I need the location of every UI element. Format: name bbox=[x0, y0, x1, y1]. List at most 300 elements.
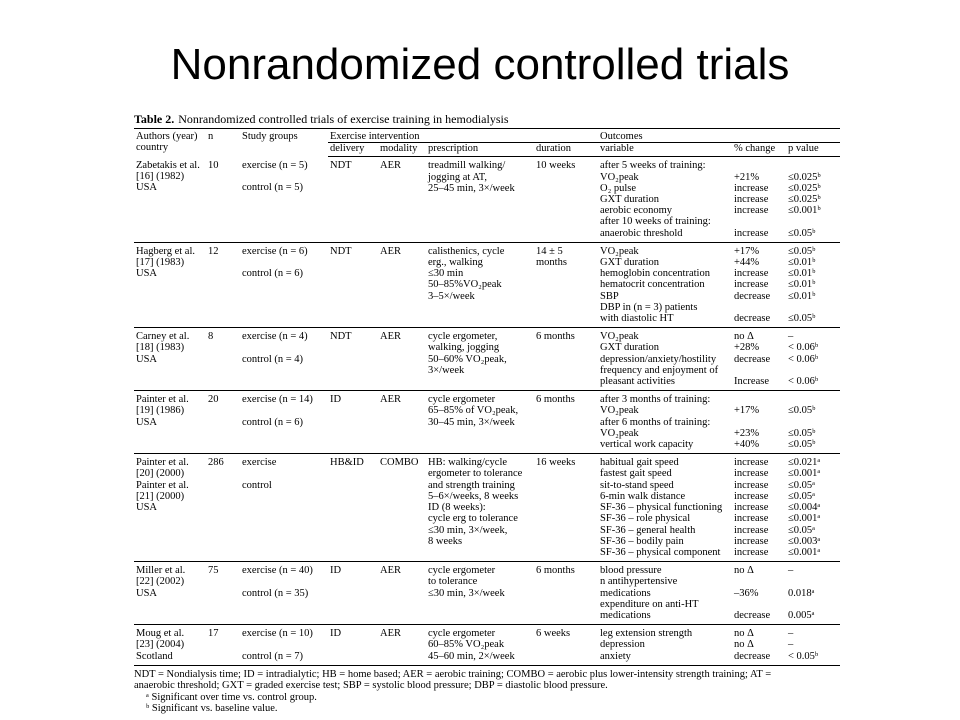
changes-cell bbox=[732, 242, 786, 327]
prescription-line: 60–85% VO₂peak bbox=[428, 639, 505, 651]
variable-line: frequency and enjoyment of bbox=[600, 364, 719, 376]
table-figure bbox=[134, 110, 840, 715]
author-cell bbox=[134, 242, 206, 327]
change-line bbox=[734, 216, 784, 227]
change-line: increase bbox=[734, 194, 769, 206]
variables-cell bbox=[598, 328, 732, 391]
header-study-groups: Study groups bbox=[242, 131, 298, 142]
header-country: country bbox=[136, 142, 169, 154]
variable-line: after 6 months of training: bbox=[600, 416, 711, 428]
variable-line: SF-36 – bodily pain bbox=[600, 535, 684, 547]
pvalue-line: ≤0.05ᵃ bbox=[788, 524, 816, 536]
modality-cell: COMBO bbox=[380, 457, 419, 469]
variable-line: hemoglobin concentration bbox=[600, 268, 710, 280]
duration-cell bbox=[534, 562, 598, 625]
author-line: [19] (1986) bbox=[136, 405, 185, 417]
header-authors: Authors (year) bbox=[136, 131, 198, 142]
prescription-cell bbox=[426, 328, 534, 391]
variable-line: anxiety bbox=[600, 650, 631, 662]
study-block bbox=[134, 562, 840, 625]
change-line: increase bbox=[734, 279, 769, 291]
change-line: Increase bbox=[734, 376, 769, 388]
table-header bbox=[134, 129, 840, 157]
n-cell: 10 bbox=[208, 159, 219, 171]
change-line bbox=[734, 599, 784, 610]
slide-title: Nonrandomized controlled trials bbox=[170, 40, 790, 89]
change-line: no Δ bbox=[734, 331, 754, 343]
author-line: [16] (1982) bbox=[136, 171, 185, 183]
change-line bbox=[734, 160, 784, 171]
author-line: [22] (2002) bbox=[136, 576, 185, 588]
pvalue-line bbox=[788, 216, 838, 227]
change-line: increase bbox=[734, 535, 769, 547]
author-cell bbox=[134, 562, 206, 625]
change-line: increase bbox=[734, 227, 769, 239]
table-row bbox=[134, 242, 840, 327]
n-cell: 286 bbox=[208, 457, 224, 469]
change-line: –36% bbox=[734, 587, 759, 599]
pvalue-line: ≤0.001ᵃ bbox=[788, 468, 821, 480]
variables-cell bbox=[598, 157, 732, 242]
pvalue-line: ≤0.05ᵇ bbox=[788, 227, 816, 239]
n-cell: 12 bbox=[208, 245, 219, 257]
pvalue-line: ≤0.05ᵃ bbox=[788, 479, 816, 491]
groups-cell bbox=[240, 454, 328, 562]
duration-line: 6 months bbox=[536, 331, 575, 343]
change-line: increase bbox=[734, 468, 769, 480]
variable-line: n antihypertensive bbox=[600, 576, 678, 588]
pvalue-line: ≤0.001ᵃ bbox=[788, 546, 821, 558]
change-line: increase bbox=[734, 268, 769, 280]
groups-cell bbox=[240, 242, 328, 327]
change-line: increase bbox=[734, 457, 769, 469]
delivery-cell: ID bbox=[330, 394, 342, 406]
header-variable: variable bbox=[598, 143, 732, 157]
group-line bbox=[242, 171, 326, 182]
n-cell: 17 bbox=[208, 628, 219, 640]
variable-line: SBP bbox=[600, 290, 619, 302]
prescription-line: 3–5×/week bbox=[428, 290, 475, 302]
author-line: USA bbox=[136, 502, 158, 514]
author-cell bbox=[134, 454, 206, 562]
change-line: +17% bbox=[734, 405, 760, 417]
change-line: increase bbox=[734, 513, 769, 525]
changes-cell bbox=[732, 625, 786, 666]
variable-line: VO₂peak bbox=[600, 331, 639, 343]
trials-table bbox=[134, 128, 840, 666]
pvalue-line bbox=[788, 576, 838, 587]
header-prescription: prescription bbox=[426, 143, 534, 157]
groups-cell bbox=[240, 157, 328, 242]
variables-cell bbox=[598, 625, 732, 666]
prescription-line: 5–6×/weeks, 8 weeks bbox=[428, 490, 519, 502]
group-line: control (n = 6) bbox=[242, 416, 304, 428]
table-footnotes bbox=[134, 669, 840, 715]
modality-cell: AER bbox=[380, 331, 401, 343]
group-line: control (n = 6) bbox=[242, 268, 304, 280]
change-line: increase bbox=[734, 479, 769, 491]
delivery-cell: ID bbox=[330, 628, 342, 640]
study-block bbox=[134, 328, 840, 391]
group-line: control bbox=[242, 479, 272, 491]
author-line: [23] (2004) bbox=[136, 639, 185, 651]
variable-line: after 10 weeks of training: bbox=[600, 216, 711, 228]
footnote-a: ᵃ Significant over time vs. control group. bbox=[146, 691, 317, 703]
pvalue-line: ≤0.05ᵇ bbox=[788, 427, 816, 439]
pvalue-line bbox=[788, 417, 838, 428]
variables-cell bbox=[598, 454, 732, 562]
variable-line: VO₂peak bbox=[600, 405, 639, 417]
variable-line: after 5 weeks of training: bbox=[600, 160, 706, 172]
pvalues-cell bbox=[786, 157, 840, 242]
table-caption bbox=[134, 110, 840, 128]
pvalue-line: < 0.06ᵇ bbox=[788, 353, 819, 365]
variable-line: SF-36 – physical component bbox=[600, 546, 721, 558]
delivery-cell: HB&ID bbox=[330, 457, 364, 469]
prescription-line: cycle ergometer, bbox=[428, 331, 498, 343]
group-line bbox=[242, 639, 326, 650]
change-line: no Δ bbox=[734, 565, 754, 577]
author-line: [17] (1983) bbox=[136, 257, 185, 269]
variable-line: medications bbox=[600, 609, 651, 621]
pvalue-line: ≤0.01ᵇ bbox=[788, 268, 816, 280]
modality-cell: AER bbox=[380, 160, 401, 172]
change-line: decrease bbox=[734, 650, 771, 662]
variable-line: SF-36 – role physical bbox=[600, 513, 691, 525]
variable-line: anaerobic threshold bbox=[600, 227, 683, 239]
footnote-abbreviations-1: NDT = Nondialysis time; ID = intradialytic; HB = home based; AER = aerobic training; COMBO = aerobic plus lower-intensity strength training; AT = bbox=[134, 668, 772, 680]
table-row bbox=[134, 391, 840, 454]
variable-line: 6-min walk distance bbox=[600, 490, 686, 502]
pvalue-line: ≤0.003ᵃ bbox=[788, 535, 821, 547]
author-line: Painter et al. bbox=[136, 479, 189, 491]
prescription-line: 65–85% of VO₂peak, bbox=[428, 405, 519, 417]
change-line: no Δ bbox=[734, 639, 754, 651]
table-caption-label: Table 2. bbox=[134, 112, 175, 126]
variables-cell bbox=[598, 242, 732, 327]
variable-line: aerobic economy bbox=[600, 205, 673, 217]
duration-cell bbox=[534, 157, 598, 242]
pvalues-cell bbox=[786, 454, 840, 562]
pvalue-line: ≤0.01ᵇ bbox=[788, 279, 816, 291]
study-block bbox=[134, 242, 840, 327]
pvalue-line: – bbox=[788, 639, 794, 651]
variable-line: leg extension strength bbox=[600, 628, 693, 640]
change-line: increase bbox=[734, 546, 769, 558]
duration-cell bbox=[534, 242, 598, 327]
author-cell bbox=[134, 328, 206, 391]
pvalue-line: ≤0.025ᵇ bbox=[788, 182, 821, 194]
change-line: decrease bbox=[734, 609, 771, 621]
n-cell: 8 bbox=[208, 331, 214, 343]
prescription-line: ≤30 min bbox=[428, 268, 464, 280]
change-line: decrease bbox=[734, 290, 771, 302]
pvalue-line: ≤0.01ᵇ bbox=[788, 257, 816, 269]
table-row bbox=[134, 454, 840, 562]
group-line: control (n = 35) bbox=[242, 587, 309, 599]
change-line: decrease bbox=[734, 313, 771, 325]
prescription-line: walking, jogging bbox=[428, 342, 500, 354]
author-line: USA bbox=[136, 182, 158, 194]
delivery-cell: NDT bbox=[330, 331, 352, 343]
variable-line: O₂ pulse bbox=[600, 182, 637, 194]
change-line: +44% bbox=[734, 257, 760, 269]
study-block bbox=[134, 625, 840, 666]
header-authors-cell bbox=[134, 129, 206, 157]
duration-line: 6 months bbox=[536, 565, 575, 577]
variable-line: after 3 months of training: bbox=[600, 394, 711, 406]
variable-line: SF-36 – general health bbox=[600, 524, 696, 536]
header-exercise-intervention: Exercise intervention bbox=[328, 129, 598, 143]
group-line: control (n = 7) bbox=[242, 650, 304, 662]
prescription-line: 30–45 min, 3×/week bbox=[428, 416, 515, 428]
table-row bbox=[134, 157, 840, 242]
prescription-line: cycle ergometer bbox=[428, 565, 496, 577]
pvalues-cell bbox=[786, 328, 840, 391]
change-line bbox=[734, 302, 784, 313]
prescription-line: calisthenics, cycle bbox=[428, 245, 505, 257]
prescription-line: jogging at AT, bbox=[428, 171, 488, 183]
header-p-value: p value bbox=[786, 143, 840, 157]
variable-line: fastest gait speed bbox=[600, 468, 672, 480]
variable-line: VO₂peak bbox=[600, 245, 639, 257]
prescription-line: 3×/week bbox=[428, 364, 465, 376]
author-line: USA bbox=[136, 353, 158, 365]
prescription-line: 50–60% VO₂peak, bbox=[428, 353, 507, 365]
variable-line: DBP in (n = 3) patients bbox=[600, 301, 698, 313]
prescription-cell bbox=[426, 157, 534, 242]
pvalue-line: 0.005ᵃ bbox=[788, 609, 815, 621]
changes-cell bbox=[732, 328, 786, 391]
prescription-line: ≤30 min, 3×/week bbox=[428, 587, 505, 599]
pvalue-line: ≤0.001ᵇ bbox=[788, 205, 821, 217]
variable-line: hematocrit concentration bbox=[600, 279, 705, 291]
author-line: USA bbox=[136, 268, 158, 280]
header-duration: duration bbox=[534, 143, 598, 157]
table-row bbox=[134, 625, 840, 666]
pvalue-line: < 0.06ᵇ bbox=[788, 342, 819, 354]
variable-line: VO₂peak bbox=[600, 171, 639, 183]
variable-line: SF-36 – physical functioning bbox=[600, 502, 723, 514]
group-line: exercise (n = 4) bbox=[242, 331, 308, 343]
prescription-cell bbox=[426, 391, 534, 454]
prescription-line: treadmill walking/ bbox=[428, 160, 506, 172]
author-line: [21] (2000) bbox=[136, 490, 185, 502]
study-block bbox=[134, 454, 840, 562]
prescription-line: HB: walking/cycle bbox=[428, 457, 508, 469]
pvalue-line: ≤0.001ᵃ bbox=[788, 513, 821, 525]
change-line: increase bbox=[734, 205, 769, 217]
prescription-line: ID (8 weeks): bbox=[428, 502, 486, 514]
change-line: +17% bbox=[734, 245, 760, 257]
change-line: increase bbox=[734, 490, 769, 502]
pvalue-line: ≤0.025ᵇ bbox=[788, 171, 821, 183]
table-row bbox=[134, 328, 840, 391]
changes-cell bbox=[732, 157, 786, 242]
header-n: n bbox=[208, 131, 214, 142]
pvalue-line: < 0.05ᵇ bbox=[788, 650, 819, 662]
prescription-line: 50–85%VO₂peak bbox=[428, 279, 502, 291]
author-line: Zabetakis et al. bbox=[136, 159, 200, 171]
pvalue-line: < 0.06ᵇ bbox=[788, 376, 819, 388]
variable-line: vertical work capacity bbox=[600, 439, 694, 451]
change-line: +23% bbox=[734, 427, 760, 439]
prescription-cell bbox=[426, 454, 534, 562]
modality-cell: AER bbox=[380, 565, 401, 577]
prescription-line: erg., walking bbox=[428, 257, 483, 269]
group-line: exercise (n = 40) bbox=[242, 565, 313, 577]
change-line: +40% bbox=[734, 439, 760, 451]
group-line bbox=[242, 405, 326, 416]
prescription-cell bbox=[426, 242, 534, 327]
author-cell bbox=[134, 391, 206, 454]
group-line bbox=[242, 342, 326, 353]
pvalue-line bbox=[788, 302, 838, 313]
pvalues-cell bbox=[786, 391, 840, 454]
author-cell bbox=[134, 157, 206, 242]
prescription-line: ≤30 min, 3×/week, bbox=[428, 524, 508, 536]
variable-line: pleasant activities bbox=[600, 376, 675, 388]
pvalue-line: – bbox=[788, 628, 794, 640]
header-outcomes: Outcomes bbox=[598, 129, 840, 143]
author-line: Carney et al. bbox=[136, 331, 190, 343]
variable-line: medications bbox=[600, 587, 651, 599]
pvalue-line bbox=[788, 599, 838, 610]
pvalues-cell bbox=[786, 562, 840, 625]
change-line: decrease bbox=[734, 353, 771, 365]
delivery-cell: NDT bbox=[330, 160, 352, 172]
delivery-cell: NDT bbox=[330, 245, 352, 257]
modality-cell: AER bbox=[380, 245, 401, 257]
variable-line: depression bbox=[600, 639, 645, 651]
study-block bbox=[134, 391, 840, 454]
pvalue-line: 0.018ᵃ bbox=[788, 587, 815, 599]
pvalue-line: ≤0.05ᵇ bbox=[788, 313, 816, 325]
author-cell bbox=[134, 625, 206, 666]
group-line: exercise (n = 14) bbox=[242, 394, 313, 406]
modality-cell: AER bbox=[380, 394, 401, 406]
variables-cell bbox=[598, 562, 732, 625]
pvalue-line: – bbox=[788, 565, 794, 577]
prescription-line: 45–60 min, 2×/week bbox=[428, 650, 515, 662]
variable-line: with diastolic HT bbox=[600, 313, 674, 325]
author-line: Scotland bbox=[136, 650, 173, 662]
author-line: [20] (2000) bbox=[136, 468, 185, 480]
header-delivery: delivery bbox=[328, 143, 378, 157]
table-row bbox=[134, 562, 840, 625]
variable-line: VO₂peak bbox=[600, 427, 639, 439]
author-line: Hagberg et al. bbox=[136, 245, 195, 257]
prescription-line: cycle ergometer bbox=[428, 394, 496, 406]
header-modality: modality bbox=[378, 143, 426, 157]
variable-line: blood pressure bbox=[600, 565, 662, 577]
pvalues-cell bbox=[786, 242, 840, 327]
change-line bbox=[734, 417, 784, 428]
group-line: exercise (n = 6) bbox=[242, 245, 308, 257]
duration-line: 6 months bbox=[536, 394, 575, 406]
pvalue-line: – bbox=[788, 331, 794, 343]
pvalue-line bbox=[788, 394, 838, 405]
variable-line: habitual gait speed bbox=[600, 457, 679, 469]
variable-line: GXT duration bbox=[600, 194, 660, 206]
prescription-line: and strength training bbox=[428, 479, 515, 491]
prescription-line: to tolerance bbox=[428, 576, 478, 588]
group-line: exercise bbox=[242, 457, 277, 469]
footnote-abbreviations-2: anaerobic threshold; GXT = graded exercise test; SBP = systolic blood pressure; DBP = diastolic blood pressure. bbox=[134, 680, 608, 692]
variable-line: GXT duration bbox=[600, 342, 660, 354]
change-line bbox=[734, 394, 784, 405]
changes-cell bbox=[732, 454, 786, 562]
prescription-cell bbox=[426, 562, 534, 625]
delivery-cell: ID bbox=[330, 565, 342, 577]
variable-line: expenditure on anti-HT bbox=[600, 598, 699, 610]
duration-line: months bbox=[536, 257, 567, 269]
author-line: USA bbox=[136, 416, 158, 428]
author-line: Painter et al. bbox=[136, 457, 189, 469]
duration-line: 10 weeks bbox=[536, 160, 576, 172]
author-line: USA bbox=[136, 587, 158, 599]
change-line: increase bbox=[734, 182, 769, 194]
study-block bbox=[134, 157, 840, 242]
n-cell: 20 bbox=[208, 394, 219, 406]
groups-cell bbox=[240, 328, 328, 391]
n-cell: 75 bbox=[208, 565, 219, 577]
changes-cell bbox=[732, 562, 786, 625]
group-line bbox=[242, 257, 326, 268]
change-line: increase bbox=[734, 502, 769, 514]
groups-cell bbox=[240, 391, 328, 454]
group-line bbox=[242, 576, 326, 587]
duration-cell bbox=[534, 328, 598, 391]
pvalues-cell bbox=[786, 625, 840, 666]
pvalue-line: ≤0.004ᵃ bbox=[788, 502, 821, 514]
duration-line: 6 weeks bbox=[536, 628, 571, 640]
modality-cell: AER bbox=[380, 628, 401, 640]
groups-cell bbox=[240, 562, 328, 625]
change-line: increase bbox=[734, 524, 769, 536]
pvalue-line: ≤0.05ᵇ bbox=[788, 245, 816, 257]
change-line bbox=[734, 576, 784, 587]
group-line: control (n = 5) bbox=[242, 182, 304, 194]
author-line: Moug et al. bbox=[136, 628, 185, 640]
prescription-line: cycle erg to tolerance bbox=[428, 513, 518, 525]
duration-cell bbox=[534, 454, 598, 562]
pvalue-line: ≤0.05ᵇ bbox=[788, 405, 816, 417]
change-line: no Δ bbox=[734, 628, 754, 640]
table-caption-text: Nonrandomized controlled trials of exercise training in hemodialysis bbox=[178, 112, 509, 126]
author-line: Miller et al. bbox=[136, 565, 186, 577]
variable-line: GXT duration bbox=[600, 257, 660, 269]
change-line: +21% bbox=[734, 171, 760, 183]
duration-cell bbox=[534, 391, 598, 454]
pvalue-line: ≤0.01ᵇ bbox=[788, 290, 816, 302]
duration-cell bbox=[534, 625, 598, 666]
prescription-cell bbox=[426, 625, 534, 666]
duration-line: 16 weeks bbox=[536, 457, 576, 469]
variable-line: sit-to-stand speed bbox=[600, 479, 674, 491]
group-line bbox=[242, 468, 326, 479]
prescription-line: ergometer to tolerance bbox=[428, 468, 523, 480]
pvalue-line: ≤0.021ᵃ bbox=[788, 457, 821, 469]
pvalue-line bbox=[788, 160, 838, 171]
pvalue-line: ≤0.05ᵇ bbox=[788, 439, 816, 451]
header-pct-change: % change bbox=[732, 143, 786, 157]
author-line: Painter et al. bbox=[136, 394, 189, 406]
duration-line: 14 ± 5 bbox=[536, 245, 563, 257]
pvalue-line bbox=[788, 365, 838, 376]
footnote-b: ᵇ Significant vs. baseline value. bbox=[146, 703, 278, 715]
change-line bbox=[734, 365, 784, 376]
